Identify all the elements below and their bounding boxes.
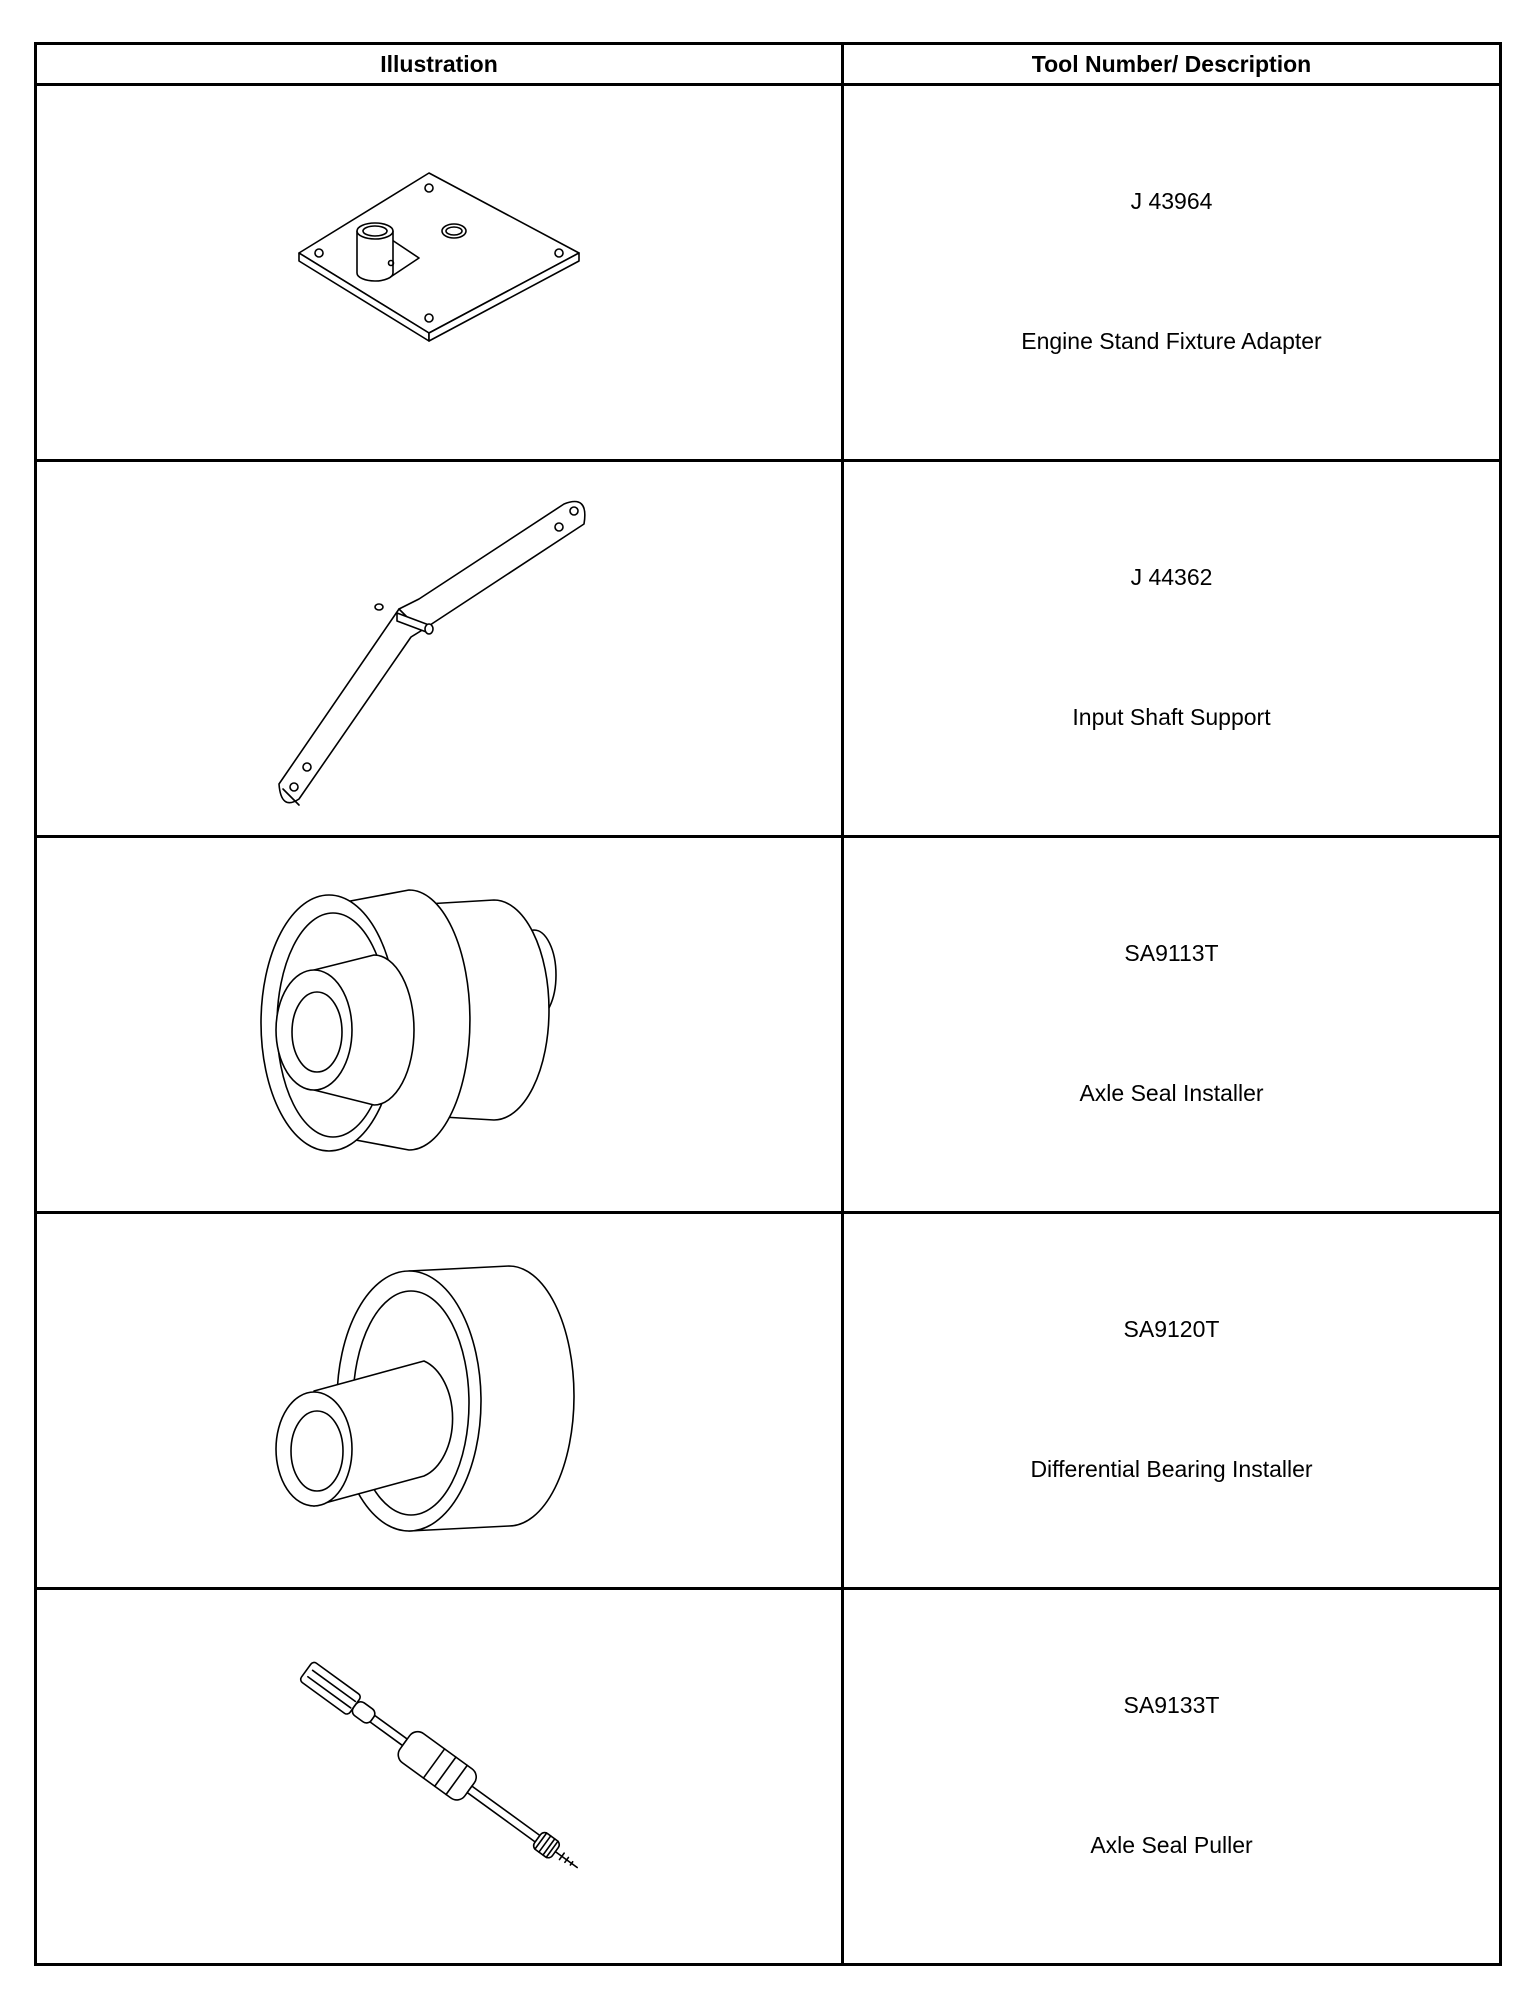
description-cell — [843, 85, 1501, 461]
tool-description: Engine Stand Fixture Adapter — [1021, 328, 1322, 354]
description-cell — [843, 1589, 1501, 1965]
tool-description: Differential Bearing Installer — [1030, 1456, 1313, 1482]
tool-number: SA9113T — [1124, 940, 1219, 966]
illustration-cell — [36, 461, 843, 837]
description-cell — [843, 1213, 1501, 1589]
tool-header: Tool Number/ Description — [843, 44, 1501, 85]
table-row — [36, 1589, 1501, 1965]
illustration-cell — [36, 837, 843, 1213]
tool-number: SA9133T — [1123, 1692, 1220, 1718]
support-bar-icon — [259, 489, 619, 809]
tool-number: J 44362 — [1130, 564, 1213, 590]
special-tools-table — [34, 42, 1502, 1966]
illustration-cell — [36, 1589, 843, 1965]
tool-description: Axle Seal Puller — [1090, 1832, 1253, 1858]
table-row — [36, 85, 1501, 461]
table-row — [36, 1213, 1501, 1589]
illustration-header: Illustration — [36, 44, 843, 85]
description-cell — [843, 837, 1501, 1213]
seal-puller-icon — [259, 1647, 619, 1907]
table-row — [36, 461, 1501, 837]
tool-description: Input Shaft Support — [1072, 704, 1271, 730]
illustration-cell — [36, 1213, 843, 1589]
illustration-cell — [36, 85, 843, 461]
header-row — [36, 44, 1501, 85]
fixture-plate-icon — [259, 163, 619, 383]
bearing-installer-icon — [259, 1251, 619, 1551]
description-cell — [843, 461, 1501, 837]
table-row — [36, 837, 1501, 1213]
tool-number: J 43964 — [1130, 188, 1213, 214]
tool-number: SA9120T — [1123, 1316, 1220, 1342]
tool-description: Axle Seal Installer — [1079, 1080, 1264, 1106]
seal-installer-icon — [259, 875, 619, 1175]
